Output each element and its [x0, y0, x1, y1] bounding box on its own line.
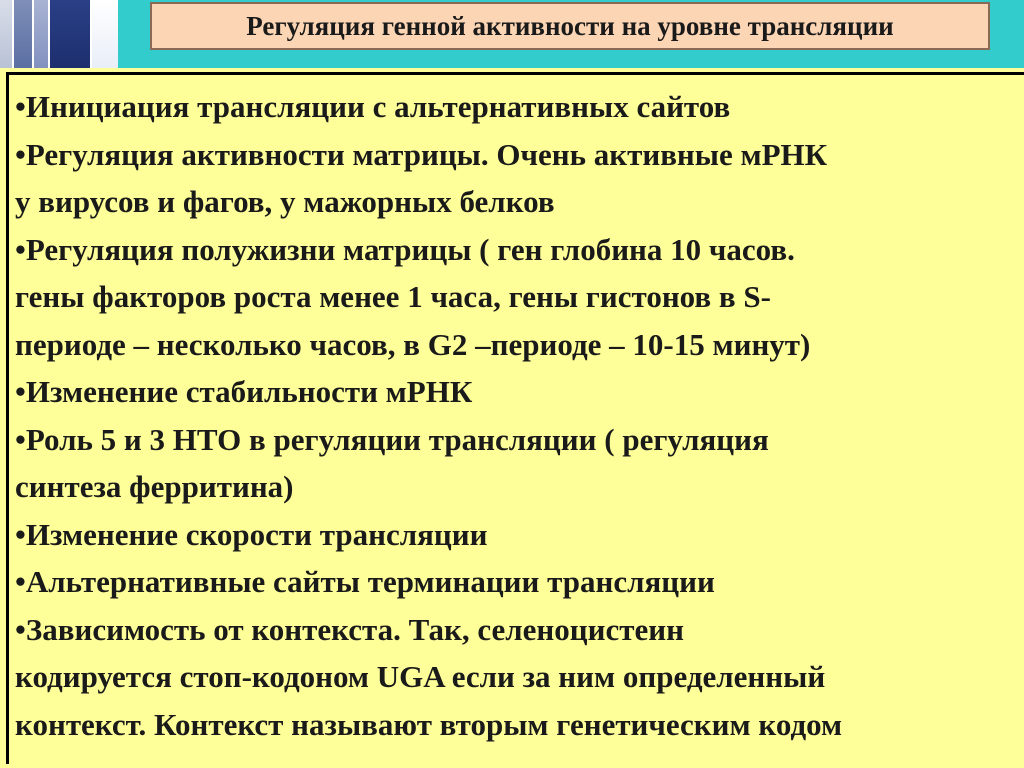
- bullet-line: •Регуляция полужизни матрицы ( ген глобина 10 часов.: [15, 231, 795, 267]
- slide-title: Регуляция генной активности на уровне трансляции: [246, 10, 894, 41]
- bullet-line: •Регуляция активности матрицы. Очень активные мРНК: [15, 136, 828, 172]
- bullet-line: •Роль 5 и 3 НТО в регуляции трансляции ( регуляция: [15, 421, 769, 457]
- bullet-line: •Альтернативные сайты терминации трансляции: [15, 564, 715, 599]
- stripe: [34, 0, 48, 68]
- bullet-line: •Изменение скорости трансляции: [15, 516, 488, 552]
- bullet-line: синтеза ферритина): [15, 469, 294, 504]
- bullet-line: •Инициация трансляции с альтернативных сайтов: [15, 89, 731, 124]
- stripe: [14, 0, 32, 68]
- bullet-line: •Зависимость от контекста. Так, селеноцистеин: [15, 611, 684, 647]
- stripe: [92, 0, 118, 68]
- bullet-line: у вирусов и фагов, у мажорных белков: [15, 184, 555, 219]
- bullet-line: периоде – несколько часов, в G2 –периоде – 10-15 минут): [15, 326, 811, 362]
- decorative-stripes: [0, 0, 118, 68]
- content-area: [6, 72, 1024, 764]
- bullet-line: •Изменение стабильности мРНК: [15, 374, 473, 409]
- bullet-line: кодируется стоп-кодоном UGA если за ним определенный: [15, 659, 826, 694]
- stripe: [0, 0, 12, 68]
- stripe: [50, 0, 90, 68]
- bullet-line: контекст. Контекст называют вторым генетическим кодом: [15, 706, 843, 742]
- bullet-line: гены факторов роста менее 1 часа, гены гистонов в S-: [15, 279, 771, 314]
- bullet-list: [15, 83, 1024, 748]
- slide-title-box: [150, 2, 990, 50]
